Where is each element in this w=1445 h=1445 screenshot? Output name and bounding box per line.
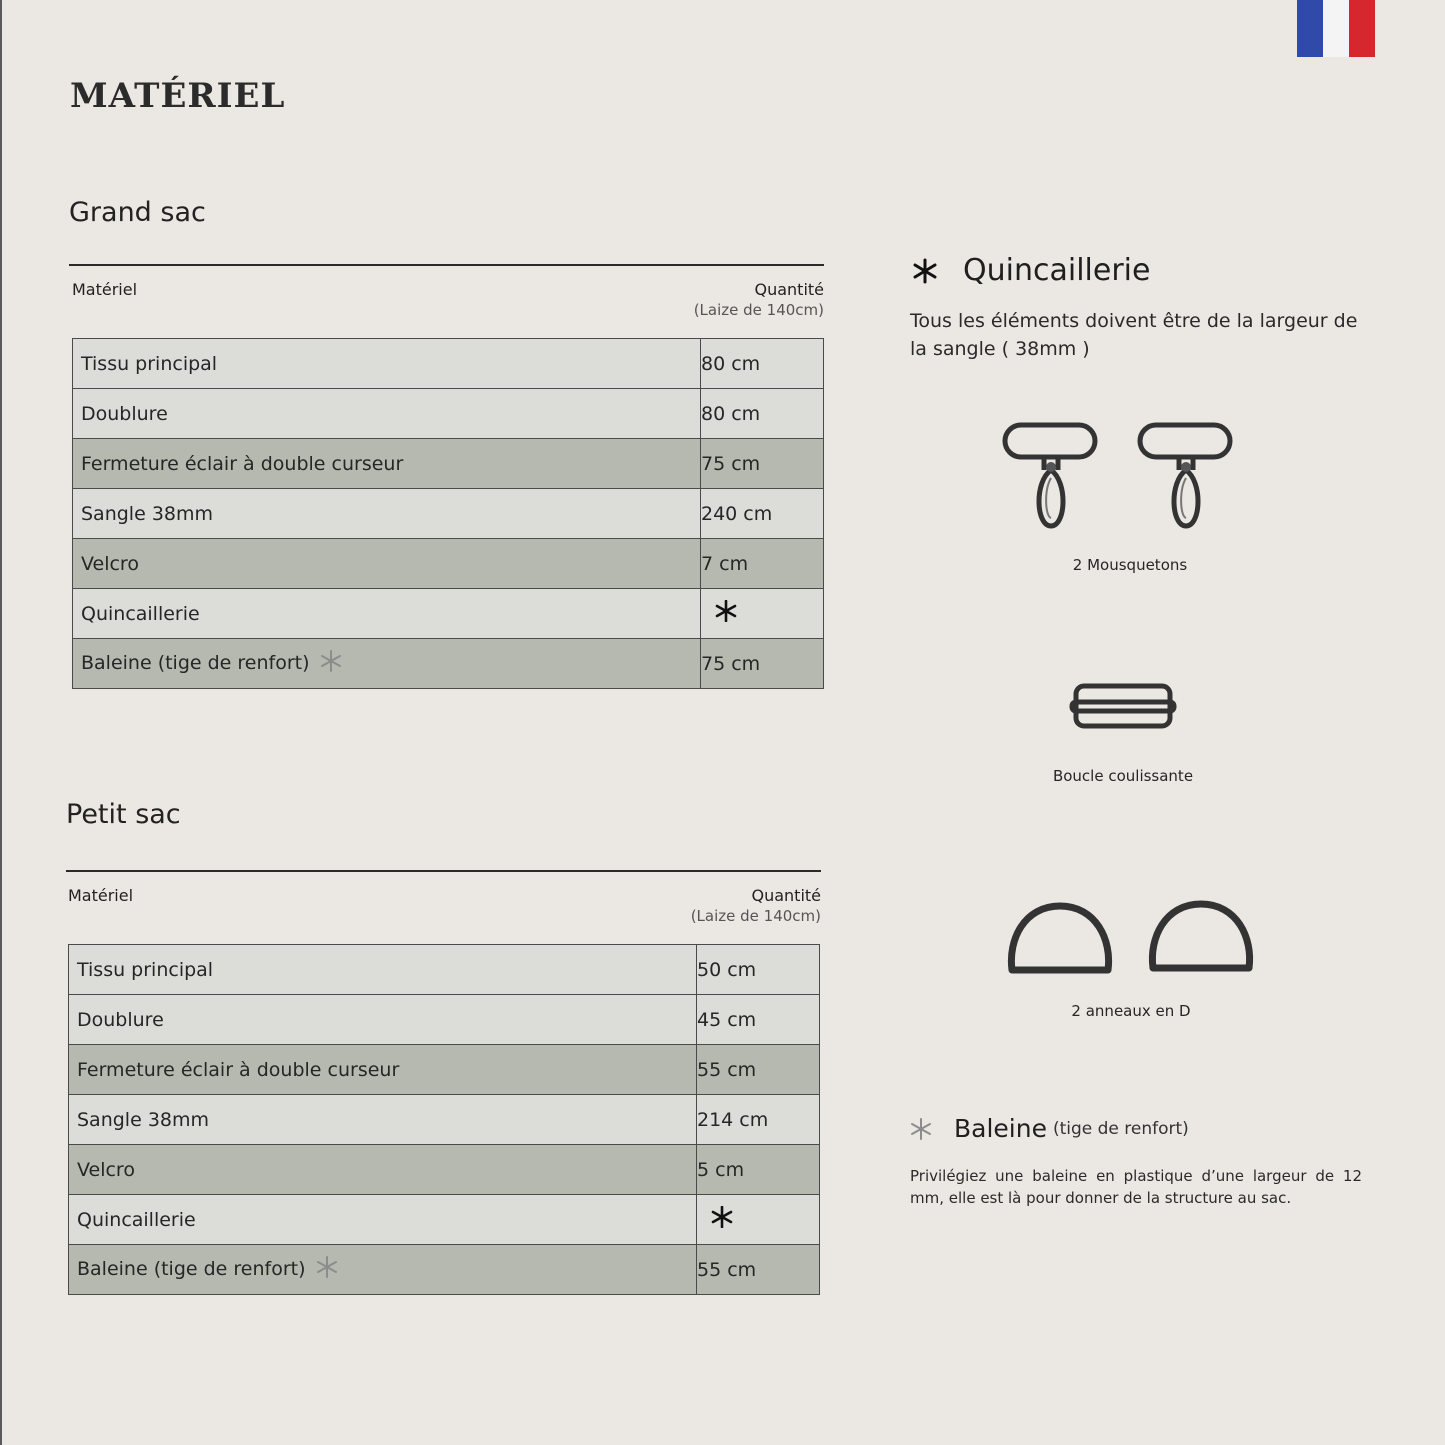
page-left-border xyxy=(0,0,2,1445)
material-label: Doublure xyxy=(77,1008,164,1031)
quantity-value: 5 cm xyxy=(697,1158,745,1181)
quantity-value: 75 cm xyxy=(701,652,761,675)
table-row xyxy=(73,339,824,389)
quantity-value: 80 cm xyxy=(701,402,761,425)
material-label: Sangle 38mm xyxy=(81,502,214,525)
table-row xyxy=(73,439,824,489)
quantity-value: 80 cm xyxy=(701,352,761,375)
material-cell xyxy=(73,439,701,489)
star-grey-icon xyxy=(910,1118,932,1140)
flag-white-band xyxy=(1323,0,1349,57)
quantity-cell xyxy=(697,1245,820,1295)
material-cell xyxy=(73,589,701,639)
quantity-value: 214 cm xyxy=(697,1108,769,1131)
star-black-icon xyxy=(715,600,737,627)
slide-buckle-icon xyxy=(1068,680,1178,732)
grand-sac-rule xyxy=(69,264,824,266)
star-grey-icon xyxy=(316,1256,338,1283)
table-row xyxy=(73,539,824,589)
material-cell xyxy=(69,1245,697,1295)
quantity-cell xyxy=(701,539,824,589)
quantity-value: 75 cm xyxy=(701,452,761,475)
baleine-title: Baleine xyxy=(954,1114,1047,1143)
material-cell xyxy=(73,539,701,589)
material-cell xyxy=(73,389,701,439)
grand-col-quantity xyxy=(600,280,824,320)
material-label: Velcro xyxy=(81,552,139,575)
petit-sac-title: Petit sac xyxy=(66,799,181,830)
quincaillerie-description: Tous les éléments doivent être de la largeur de la sangle ( 38mm ) xyxy=(910,310,1358,360)
material-label: Doublure xyxy=(81,402,168,425)
material-cell xyxy=(69,995,697,1045)
material-cell xyxy=(69,1195,697,1245)
quantity-value: 45 cm xyxy=(697,1008,757,1031)
quantity-value: 7 cm xyxy=(701,552,749,575)
quantity-cell xyxy=(697,1045,820,1095)
petit-col-quantity-label: Quantité xyxy=(751,886,821,905)
table-row xyxy=(69,1095,820,1145)
grand-col-quantity-note: (Laize de 140cm) xyxy=(693,301,824,319)
quantity-cell xyxy=(701,389,824,439)
baleine-description: Privilégiez une baleine en plastique d’une largeur de 12 mm, elle est là pour donner de la structure au sac. xyxy=(910,1167,1362,1207)
d-ring-caption: 2 anneaux en D xyxy=(1071,1002,1191,1020)
petit-col-quantity xyxy=(597,886,821,926)
quantity-value: 50 cm xyxy=(697,958,757,981)
quincaillerie-title: Quincaillerie xyxy=(963,253,1151,288)
star-black-icon xyxy=(912,258,938,284)
petit-sac-rule xyxy=(66,870,821,872)
material-cell xyxy=(73,339,701,389)
table-row xyxy=(73,489,824,539)
material-label: Tissu principal xyxy=(77,958,214,981)
baleine-heading xyxy=(910,1114,1189,1143)
material-cell xyxy=(73,639,701,689)
quantity-cell xyxy=(701,439,824,489)
grand-sac-table xyxy=(72,338,824,689)
quantity-value: 55 cm xyxy=(697,1058,757,1081)
grand-col-material: Matériel xyxy=(72,280,138,299)
quantity-cell xyxy=(701,339,824,389)
petit-col-quantity-note: (Laize de 140cm) xyxy=(690,907,821,925)
material-cell xyxy=(69,945,697,995)
table-row xyxy=(73,639,824,689)
flag-blue-band xyxy=(1297,0,1323,57)
star-grey-icon xyxy=(320,650,342,677)
quantity-cell xyxy=(701,589,824,639)
table-row xyxy=(69,945,820,995)
flag-red-band xyxy=(1349,0,1375,57)
quincaillerie-heading xyxy=(912,253,1150,288)
quantity-cell xyxy=(697,1095,820,1145)
material-cell xyxy=(69,1145,697,1195)
quantity-cell xyxy=(701,639,824,689)
snap-hook-icon xyxy=(1135,418,1235,534)
page-title: MATÉRIEL xyxy=(70,76,286,116)
quantity-value: 55 cm xyxy=(697,1258,757,1281)
material-label: Sangle 38mm xyxy=(77,1108,210,1131)
quantity-cell xyxy=(697,1145,820,1195)
table-row xyxy=(69,1195,820,1245)
table-row xyxy=(69,1245,820,1295)
table-row xyxy=(73,389,824,439)
petit-col-material: Matériel xyxy=(68,886,134,905)
quantity-value: 240 cm xyxy=(701,502,773,525)
quantity-cell xyxy=(697,945,820,995)
material-label: Fermeture éclair à double curseur xyxy=(77,1058,400,1081)
material-label: Quincaillerie xyxy=(77,1208,196,1231)
material-cell xyxy=(69,1095,697,1145)
material-label: Fermeture éclair à double curseur xyxy=(81,452,404,475)
d-ring-icon xyxy=(1145,898,1257,976)
grand-sac-title: Grand sac xyxy=(69,197,206,228)
material-cell xyxy=(73,489,701,539)
quantity-cell xyxy=(697,1195,820,1245)
snap-hook-caption: 2 Mousquetons xyxy=(1072,556,1188,574)
petit-sac-table xyxy=(68,944,820,1295)
quantity-cell xyxy=(701,489,824,539)
table-row xyxy=(69,1145,820,1195)
material-cell xyxy=(69,1045,697,1095)
baleine-subtitle: (tige de renfort) xyxy=(1052,1118,1189,1139)
material-label: Baleine (tige de renfort) xyxy=(81,652,310,674)
material-label: Baleine (tige de renfort) xyxy=(77,1258,306,1280)
slide-buckle-caption: Boucle coulissante xyxy=(1052,767,1194,785)
table-row xyxy=(69,995,820,1045)
quantity-cell xyxy=(697,995,820,1045)
d-ring-icon xyxy=(1004,900,1116,978)
table-row xyxy=(69,1045,820,1095)
table-row xyxy=(73,589,824,639)
snap-hook-icon xyxy=(1000,418,1100,534)
french-flag-icon xyxy=(1297,0,1375,57)
material-label: Tissu principal xyxy=(81,352,218,375)
star-black-icon xyxy=(711,1206,733,1233)
material-label: Velcro xyxy=(77,1158,135,1181)
material-label: Quincaillerie xyxy=(81,602,200,625)
grand-col-quantity-label: Quantité xyxy=(754,280,824,299)
